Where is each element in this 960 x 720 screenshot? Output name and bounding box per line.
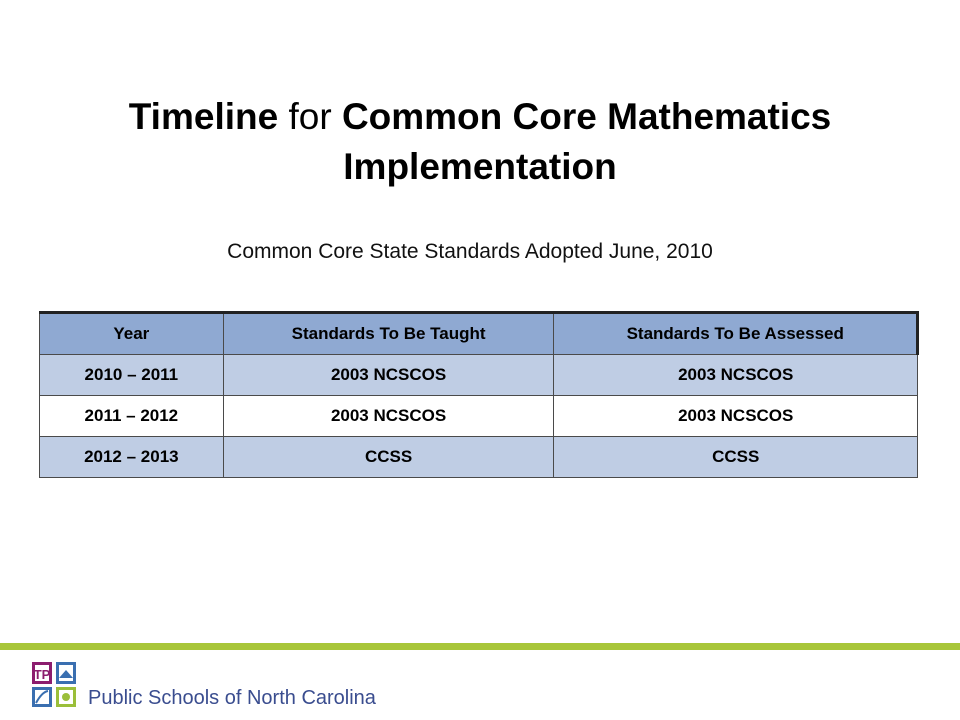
title-line-2: Implementation [343,146,617,187]
title-word-for: for [288,96,332,137]
table-row [40,396,918,437]
cell-assessed: CCSS [554,437,918,478]
cell-year: 2011 – 2012 [40,396,224,437]
cell-assessed: 2003 NCSCOS [554,396,918,437]
footer-accent-bar [0,643,960,650]
cell-taught: 2003 NCSCOS [223,355,554,396]
table-row [40,355,918,396]
title-word-timeline: Timeline [128,96,279,137]
header-standards-assessed: Standards To Be Assessed [554,313,918,355]
title-line-1 [40,92,920,142]
cell-taught: 2003 NCSCOS [223,396,554,437]
cell-taught: CCSS [223,437,554,478]
table-row [40,437,918,478]
footer-org-name: Public Schools of North Carolina [88,687,376,709]
ncdpi-logo-icon [30,660,80,710]
header-year: Year [40,313,224,355]
cell-assessed: 2003 NCSCOS [554,355,918,396]
timeline-table [39,311,919,478]
slide-subtitle: Common Core State Standards Adopted June, 2010 [227,240,713,263]
table-header-row [40,313,918,355]
slide-title [40,92,920,192]
logo-letters: TP [33,667,51,682]
cell-year: 2010 – 2011 [40,355,224,396]
cell-year: 2012 – 2013 [40,437,224,478]
title-phrase: Common Core Mathematics [341,96,832,137]
header-standards-taught: Standards To Be Taught [223,313,554,355]
